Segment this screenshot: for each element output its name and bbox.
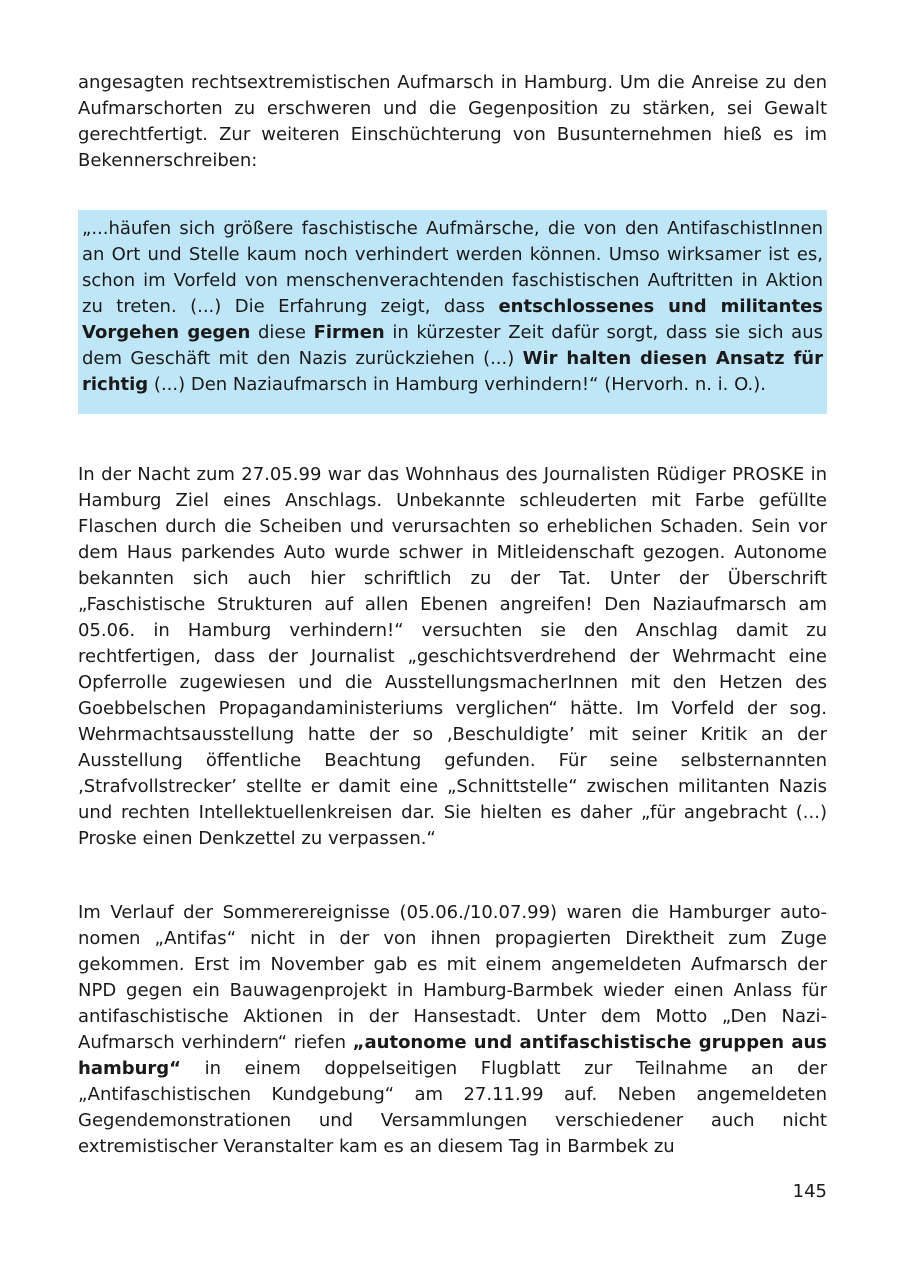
quote-segment: in kürzester Zeit dafür sorgt, dass sie sich aus dem Geschäft mit den Nazis zurückziehen (...) [82,322,824,369]
text-segment: in einem doppelseitigen Flugblatt zur Teilnahme an der „Antifaschistischen Kundgebung“ am 27.11.99 auf. Neben angemeldeten Gegendemonstrationen und Versammlungen verschiedener auch nicht extremistischer Veranstalter kam es an diesem Tag in Barmbek zu [78,1058,827,1157]
quote-segment: diese [250,322,314,343]
quote-segment: (...) Den Naziaufmarsch in Hamburg verhindern!“ (Hervorh. n. i. O.). [148,374,767,395]
paragraph-barmbek [78,900,827,1160]
spacer [78,852,827,900]
quote-bold-segment: entschlossenes und militantes Vorgehen gegen [82,296,823,343]
bold-segment: „autonome und antifaschistische gruppen aus hamburg“ [78,1032,827,1079]
quote-block [78,210,827,414]
paragraph-intro: angesagten rechtsextremistischen Aufmarsch in Hamburg. Um die Anreise zu den Aufmarschorten zu erschweren und die Gegenposition zu stärken, sei Gewalt gerechtfertigt. Zur weiteren Einschüchterung von Busunternehmen hieß es im Bekennerschreiben: [78,72,827,171]
page-number: 145 [792,1181,827,1202]
text-segment: Im Verlauf der Sommerereignisse (05.06./10.07.99) waren die Hamburger autonomen „Antifas“ nicht in der von ihnen propagierten Direktheit zum Zuge gekommen. Erst im November gab es mit einem angemeldeten Aufmarsch der NPD gegen ein Bauwagenprojekt in Hamburg-Barmbek wieder einen Anlass für antifaschistische Aktionen in der Hansestadt. Unter dem Motto „Den Nazi-Aufmarsch verhindern“ riefen [78,902,827,1053]
paragraph-proske: In der Nacht zum 27.05.99 war das Wohnhaus des Journalisten Rüdiger PROSKE in Hamburg Ziel eines Anschlags. Unbekannte schleuderten mit Farbe gefüllte Flaschen durch die Scheiben und verursachten so erheblichen Schaden. Sein vor dem Haus parkendes Auto wurde schwer in Mitleidenschaft gezogen. Autonome bekannten sich auch hier schriftlich zu der Tat. Unter der Überschrift „Faschistische Strukturen auf allen Ebenen angreifen! Den Naziaufmarsch am 05.06. in Hamburg verhindern!“ versuchten sie den Anschlag damit zu rechtfertigen, dass der Journalist „geschichtsverdrehend der Wehrmacht eine Opferrolle zugewiesen und die AusstellungsmacherInnen mit den Hetzen des Goebbelschen Propagandaministeriums verglichen“ hätte. Im Vorfeld der sog. Wehrmachtsausstellung hatte der so ‚Beschuldigte’ mit seiner Kritik an der Ausstellung öffentliche Beachtung gefunden. Für seine selbsternannten ‚Strafvollstrecker’ stellte er damit eine „Schnittstelle“ zwischen militanten Nazis und rechten Intellektuellenkreisen dar. Sie hielten es daher „für angebracht (...) Proske einen Denkzettel zu verpassen.“ [78,464,827,849]
quote-text [82,216,823,398]
spacer [78,414,827,462]
document-page [78,70,827,1160]
quote-bold-segment: Firmen [313,322,385,343]
quote-bold-segment: Wir halten diesen Ansatz für richtig [82,348,823,395]
quote-segment: „...häufen sich größere faschistische Aufmärsche, die von den AntifaschistInnen an Ort und Stelle kaum noch verhindert werden können. Umso wirksamer ist es, schon im Vorfeld von menschenverachtenden faschistischen Auftritten in Aktion zu treten. (...) Die Erfahrung zeigt, dass [82,218,823,317]
